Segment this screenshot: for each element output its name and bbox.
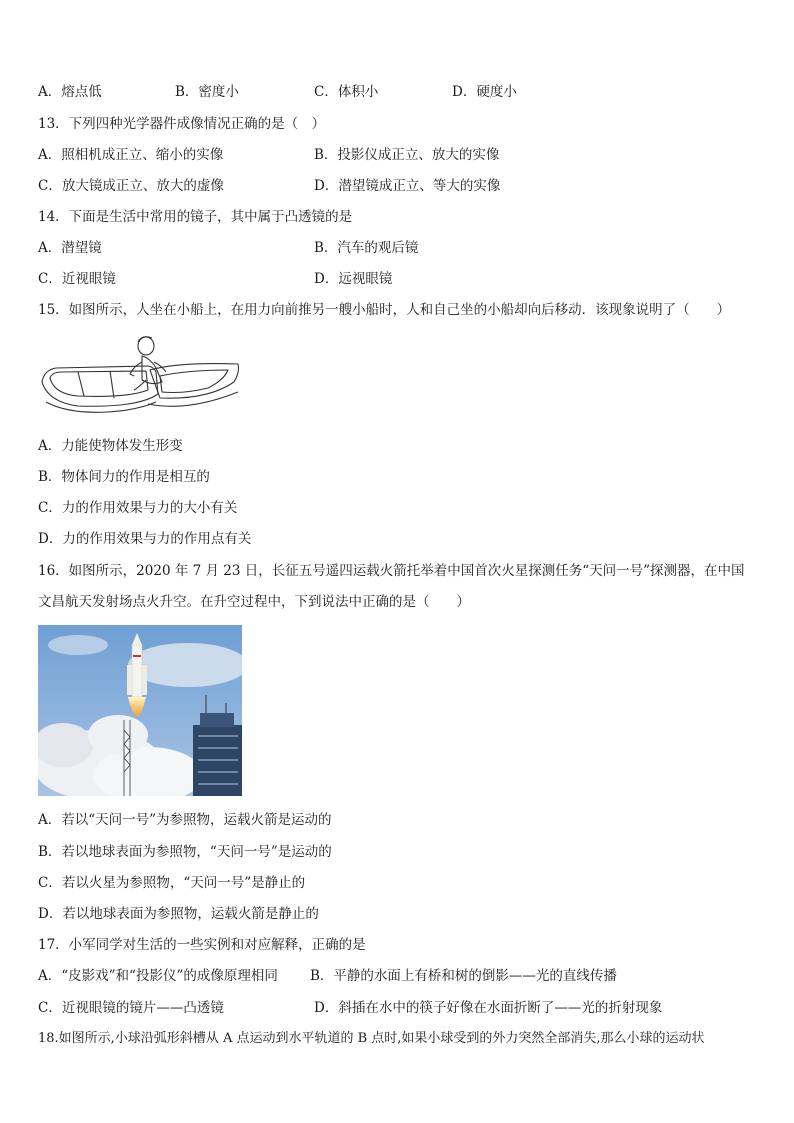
- q13-option-a: A．照相机成正立、缩小的实像: [38, 147, 224, 163]
- q17-option-c: C．近视眼镜的镜片——凸透镜: [38, 1000, 224, 1016]
- q14-option-c: C．近视眼镜: [38, 271, 116, 287]
- q12-option-b: B．密度小: [175, 84, 239, 100]
- q13-stem: 13．下列四种光学器件成像情况正确的是（ ）: [38, 116, 326, 132]
- q18-stem: 18.如图所示,小球沿弧形斜槽从 A 点运动到水平轨道的 B 点时,如果小球受到的外力突然全部消失,那么小球的运动状: [38, 1031, 705, 1046]
- q15-option-b: B．物体间力的作用是相互的: [38, 469, 210, 485]
- q13-option-d: D．潜望镜成正立、等大的实像: [314, 178, 501, 194]
- q15-option-d: D．力的作用效果与力的作用点有关: [38, 531, 252, 547]
- q16-option-a: A．若以“天问一号”为参照物，运载火箭是运动的: [38, 812, 332, 828]
- q17-option-a: A．“皮影戏”和“投影仪”的成像原理相同: [38, 968, 278, 984]
- q17-stem: 17．小军同学对生活的一些实例和对应解释，正确的是: [38, 937, 366, 953]
- q12-option-a: A．熔点低: [38, 84, 102, 100]
- rocket-launch-photo: [38, 625, 242, 796]
- q13-option-b: B．投影仪成正立、放大的实像: [314, 147, 500, 163]
- q16-option-c: C．若以火星为参照物，“天问一号”是静止的: [38, 875, 306, 891]
- q14-option-b: B．汽车的观后镜: [314, 240, 419, 256]
- boats-push-figure: [38, 332, 242, 416]
- q12-option-d: D．硬度小: [452, 84, 517, 100]
- q17-option-d: D．斜插在水中的筷子好像在水面折断了——光的折射现象: [314, 1000, 663, 1016]
- q16-stem-line2: 文昌航天发射场点火升空。在升空过程中，下到说法中正确的是（ ）: [38, 594, 470, 610]
- q15-option-a: A．力能使物体发生形变: [38, 438, 183, 454]
- q12-option-c: C．体积小: [314, 84, 379, 100]
- q16-option-b: B．若以地球表面为参照物，“天问一号”是运动的: [38, 844, 332, 860]
- q14-option-a: A．潜望镜: [38, 240, 102, 256]
- q15-option-c: C．力的作用效果与力的大小有关: [38, 500, 238, 516]
- q16-stem-line1: 16．如图所示，2020 年 7 月 23 日，长征五号遥四运载火箭托举着中国首次火星探测任务“天问一号”探测器，在中国: [38, 563, 745, 579]
- q14-stem: 14．下面是生活中常用的镜子，其中属于凸透镜的是: [38, 209, 353, 225]
- q16-option-d: D．若以地球表面为参照物，运载火箭是静止的: [38, 906, 319, 922]
- q13-option-c: C．放大镜成正立、放大的虚像: [38, 178, 224, 194]
- q14-option-d: D．远视眼镜: [314, 271, 393, 287]
- q17-option-b: B．平静的水面上有桥和树的倒影——光的直线传播: [310, 968, 617, 984]
- q15-stem: 15．如图所示，人坐在小船上，在用力向前推另一艘小船时，人和自己坐的小船却向后移动．该现象说明了（ ）: [38, 302, 731, 318]
